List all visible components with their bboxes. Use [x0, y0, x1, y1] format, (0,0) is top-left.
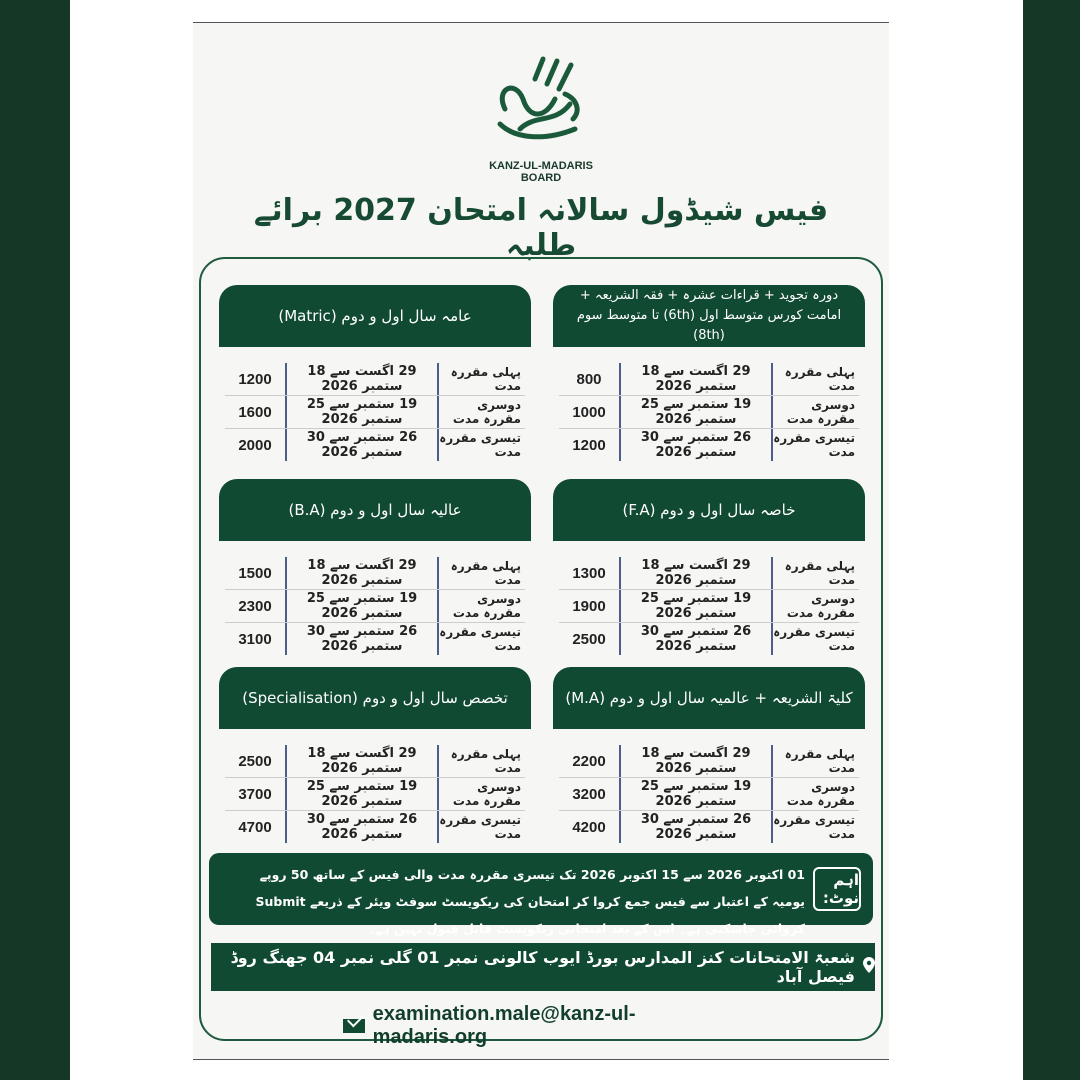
table-row	[225, 777, 525, 810]
block-header: عامہ سال اول و دوم (Matric)	[219, 285, 531, 347]
block-header: خاصہ سال اول و دوم (F.A)	[553, 479, 865, 541]
address-bar	[211, 943, 875, 991]
period-dates: 19 ستمبر سے 25 ستمبر 2026	[285, 590, 437, 622]
period-dates: 19 ستمبر سے 25 ستمبر 2026	[619, 396, 771, 428]
period-dates: 29 اگست سے 18 ستمبر 2026	[619, 745, 771, 777]
fee-amount: 3200	[572, 785, 606, 803]
block-header: دورہ تجوید + قراءات عشرہ + فقہ الشریعہ + امامت کورس متوسط اول (6th) تا متوسط سوم (8th)	[553, 285, 865, 347]
fee-amount: 800	[576, 370, 602, 388]
period-dates: 29 اگست سے 18 ستمبر 2026	[619, 363, 771, 395]
period-dates: 26 ستمبر سے 30 ستمبر 2026	[619, 623, 771, 655]
fee-amount: 1200	[238, 370, 272, 388]
fee-table	[553, 745, 865, 843]
fee-block-tajweed	[553, 285, 865, 461]
period-dates: 29 اگست سے 18 ستمبر 2026	[285, 363, 437, 395]
envelope-icon	[343, 1019, 365, 1033]
table-row	[559, 622, 859, 655]
fee-amount: 2500	[238, 752, 272, 770]
table-row	[225, 589, 525, 622]
fee-amount: 1300	[572, 564, 606, 582]
fee-block-ba	[219, 479, 531, 655]
fee-amount: 3100	[238, 630, 272, 648]
board-name	[433, 160, 649, 184]
period-dates: 29 اگست سے 18 ستمبر 2026	[285, 745, 437, 777]
period-label: پہلی مقررہ مدت	[437, 557, 525, 589]
period-dates: 26 ستمبر سے 30 ستمبر 2026	[285, 811, 437, 843]
period-label: دوسری مقررہ مدت	[771, 590, 859, 622]
period-label: پہلی مقررہ مدت	[771, 557, 859, 589]
fee-amount: 2300	[238, 597, 272, 615]
period-label: دوسری مقررہ مدت	[437, 778, 525, 810]
period-label: دوسری مقررہ مدت	[771, 396, 859, 428]
fee-table	[219, 363, 531, 461]
email-contact[interactable]	[343, 1003, 743, 1049]
board-name-line1: KANZ-UL-MADARIS	[489, 160, 593, 172]
table-row	[225, 428, 525, 461]
period-dates: 29 اگست سے 18 ستمبر 2026	[285, 557, 437, 589]
fee-amount: 1600	[238, 403, 272, 421]
table-row	[559, 589, 859, 622]
period-label: تیسری مقررہ مدت	[437, 429, 525, 461]
period-dates: 26 ستمبر سے 30 ستمبر 2026	[285, 429, 437, 461]
fee-amount: 4700	[238, 818, 272, 836]
table-row	[559, 363, 859, 395]
board-name-line2: BOARD	[520, 172, 562, 184]
period-label: تیسری مقررہ مدت	[771, 623, 859, 655]
period-label: پہلی مقررہ مدت	[771, 745, 859, 777]
note-text: 01 اکتوبر 2026 سے 15 اکتوبر 2026 تک تیسری مقررہ مدت والی فیس کے ساتھ 50 روپے یومیہ کے اعتبار سے فیس جمع کروا کر امتحان کی ریکویسٹ سوفٹ ویئر کے ذریعے Submit کروائی جاسکتی ہے۔ اس کے بعد امتحانی ریکویسٹ قابل قبول نہیں ہے۔	[255, 867, 805, 936]
period-dates: 26 ستمبر سے 30 ستمبر 2026	[619, 811, 771, 843]
fee-amount: 1900	[572, 597, 606, 615]
period-dates: 19 ستمبر سے 25 ستمبر 2026	[285, 396, 437, 428]
table-row	[559, 745, 859, 777]
period-label: پہلی مقررہ مدت	[771, 363, 859, 395]
fee-amount: 1200	[572, 436, 606, 454]
note-tag: اہم نوٹ:	[813, 867, 861, 911]
table-row	[225, 395, 525, 428]
period-label: دوسری مقررہ مدت	[771, 778, 859, 810]
fee-amount: 2000	[238, 436, 272, 454]
fee-amount: 1500	[238, 564, 272, 582]
period-label: پہلی مقررہ مدت	[437, 363, 525, 395]
period-dates: 29 اگست سے 18 ستمبر 2026	[619, 557, 771, 589]
right-border-band	[1023, 0, 1080, 1080]
fee-block-fa	[553, 479, 865, 655]
fee-block-specialisation	[219, 667, 531, 843]
important-note	[209, 853, 873, 936]
table-row	[559, 810, 859, 843]
table-row	[225, 745, 525, 777]
table-row	[225, 810, 525, 843]
fee-block-matric	[219, 285, 531, 461]
table-row	[559, 777, 859, 810]
fee-amount: 2200	[572, 752, 606, 770]
period-label: تیسری مقررہ مدت	[771, 811, 859, 843]
period-dates: 19 ستمبر سے 25 ستمبر 2026	[285, 778, 437, 810]
block-header: عالیہ سال اول و دوم (B.A)	[219, 479, 531, 541]
period-label: دوسری مقررہ مدت	[437, 590, 525, 622]
fee-table	[553, 557, 865, 655]
period-dates: 19 ستمبر سے 25 ستمبر 2026	[619, 590, 771, 622]
period-label: پہلی مقررہ مدت	[437, 745, 525, 777]
fee-block-ma	[553, 667, 865, 843]
table-row	[559, 395, 859, 428]
fee-amount: 2500	[572, 630, 606, 648]
fee-amount: 1000	[572, 403, 606, 421]
location-pin-icon	[863, 957, 875, 977]
table-row	[559, 557, 859, 589]
fee-table	[219, 557, 531, 655]
fee-amount: 3700	[238, 785, 272, 803]
table-row	[225, 622, 525, 655]
block-header: تخصص سال اول و دوم (Specialisation)	[219, 667, 531, 729]
fee-table	[219, 745, 531, 843]
left-border-band	[0, 0, 70, 1080]
table-row	[225, 557, 525, 589]
period-dates: 19 ستمبر سے 25 ستمبر 2026	[619, 778, 771, 810]
period-dates: 26 ستمبر سے 30 ستمبر 2026	[619, 429, 771, 461]
table-row	[225, 363, 525, 395]
kanz-ul-madaris-logo	[485, 49, 595, 149]
period-label: تیسری مقررہ مدت	[437, 811, 525, 843]
address-text: شعبۃ الامتحانات کنز المدارس بورڈ ایوب کالونی نمبر 01 گلی نمبر 04 جھنگ روڈ فیصل آباد	[230, 948, 855, 986]
fee-schedule-sheet	[193, 22, 889, 1060]
fee-table	[553, 363, 865, 461]
fee-amount: 4200	[572, 818, 606, 836]
page-title: فیس شیڈول سالانہ امتحان 2027 برائے طلبہ	[253, 193, 829, 263]
email-address[interactable]: examination.male@kanz-ul-madaris.org	[372, 1003, 636, 1048]
period-dates: 26 ستمبر سے 30 ستمبر 2026	[285, 623, 437, 655]
block-header: کلیۃ الشریعہ + عالمیہ سال اول و دوم (M.A)	[553, 667, 865, 729]
period-label: تیسری مقررہ مدت	[437, 623, 525, 655]
table-row	[559, 428, 859, 461]
period-label: تیسری مقررہ مدت	[771, 429, 859, 461]
period-label: دوسری مقررہ مدت	[437, 396, 525, 428]
